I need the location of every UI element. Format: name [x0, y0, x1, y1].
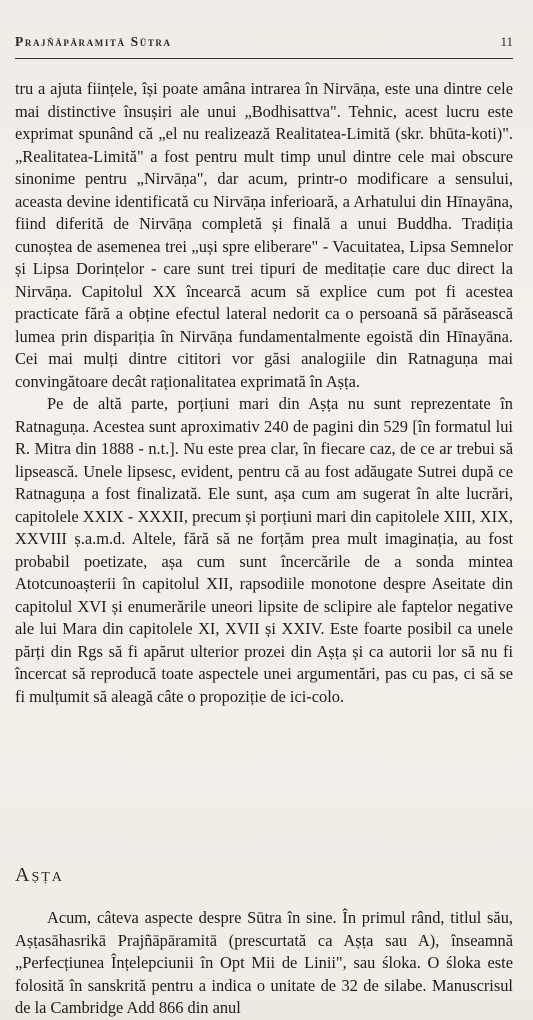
section-body-text — [15, 907, 513, 1020]
paragraph-portions: Pe de altă parte, porțiuni mari din Aṣṭa nu sunt reprezentate în Ratnaguṇa. Acestea sunt aproximativ 240 de pagini din 529 [în formatul lui R. Mitra din 1888 - n.t.]. Nu este prea clar, în fiecare caz, de ce ar trebui să lipsească. Unele lipsesc, evident, pentru că au fost adăugate Sutrei după ce Ratnaguṇa a fost finalizată. Ele sunt, așa cum am sugerat în alte lucrări, capitolele XXIX - XXXII, precum și porțiuni mari din capitolele XIII, XIX, XXVIII ș.a.m.d. Altele, fără să ne forțăm prea mult imaginația, au fost probabil poetizate, așa cum sunt încercările de a sonda mintea Atotcunoașterii în capitolul XII, rapsodiile monotone despre Aseitate din capitolul XVI și enumerările uneori lipsite de sclipire ale faptelor negative ale lui Mara din capitolele XI, XVII și XXIV. Este foarte posibil ca unele părți din Rgs să fi apărut ulterior prozei din Aṣṭa și ca autorii lor să nu fi încercat să reproducă toate aspectele unei argumentări, pas cu pas, ci să se fi mulțumit să aleagă câte o propoziție de ici-colo. — [15, 394, 513, 706]
running-title: Prajñāpāramitā Sūtra — [15, 34, 172, 49]
paragraph-continuation: tru a ajuta ființele, își poate amâna intrarea în Nirvāṇa, este una dintre cele mai distinctive însușiri ale unui „Bodhisattva". Tehnic, acest lucru este exprimat spunând că „el nu realizează Realitatea-Limită (skr. bhūta-koti)". „Realitatea-Limită" a fost pentru mult timp unul dintre cele mai obscure sinonime pentru „Nirvāṇa", dar acum, printr-o modificare a sensului, aceasta devine identificată cu Nirvāṇa inferioară, a Arhatului din Hīnayāna, fiind diferită de Nirvāṇa completă și finală a unui Buddha. Tradiția cunoștea de asemenea trei „uși spre eliberare" - Vacuitatea, Lipsa Semnelor și Lipsa Dorințelor - care sunt trei tipuri de meditație care duc direct la Nirvāṇa. Capitolul XX încearcă acum să explice cum pot fi acestea practicate fără a obține efectul lateral nedorit ca o persoană să părăsească lumea prin dispariția în Nirvāṇa fundamentalmente egoistă din Hīnayāna. Cei mai mulți dintre cititori vor găsi analogiile din Ratnaguṇa mai convingătoare decât raționalitatea exprimată în Aṣṭa. — [15, 79, 513, 391]
page-number: 11 — [500, 34, 513, 49]
section-heading: Aṣṭa — [15, 864, 64, 886]
header-rule — [15, 58, 513, 59]
body-text — [15, 78, 513, 708]
paragraph-section-intro: Acum, câteva aspecte despre Sūtra în sine. În primul rând, titlul său, Aṣṭasāhasrikā Prajñāpāramitā (prescurtată ca Aṣṭa sau A), înseamnă „Perfecțiunea Înțelepciunii în Opt Mii de Linii", sau śloka. O śloka este folosită în sanskrită pentru a indica o unitate de 32 de silabe. Manuscrisul de la Cambridge Add 866 din anul — [15, 908, 513, 1017]
running-header — [15, 34, 513, 54]
